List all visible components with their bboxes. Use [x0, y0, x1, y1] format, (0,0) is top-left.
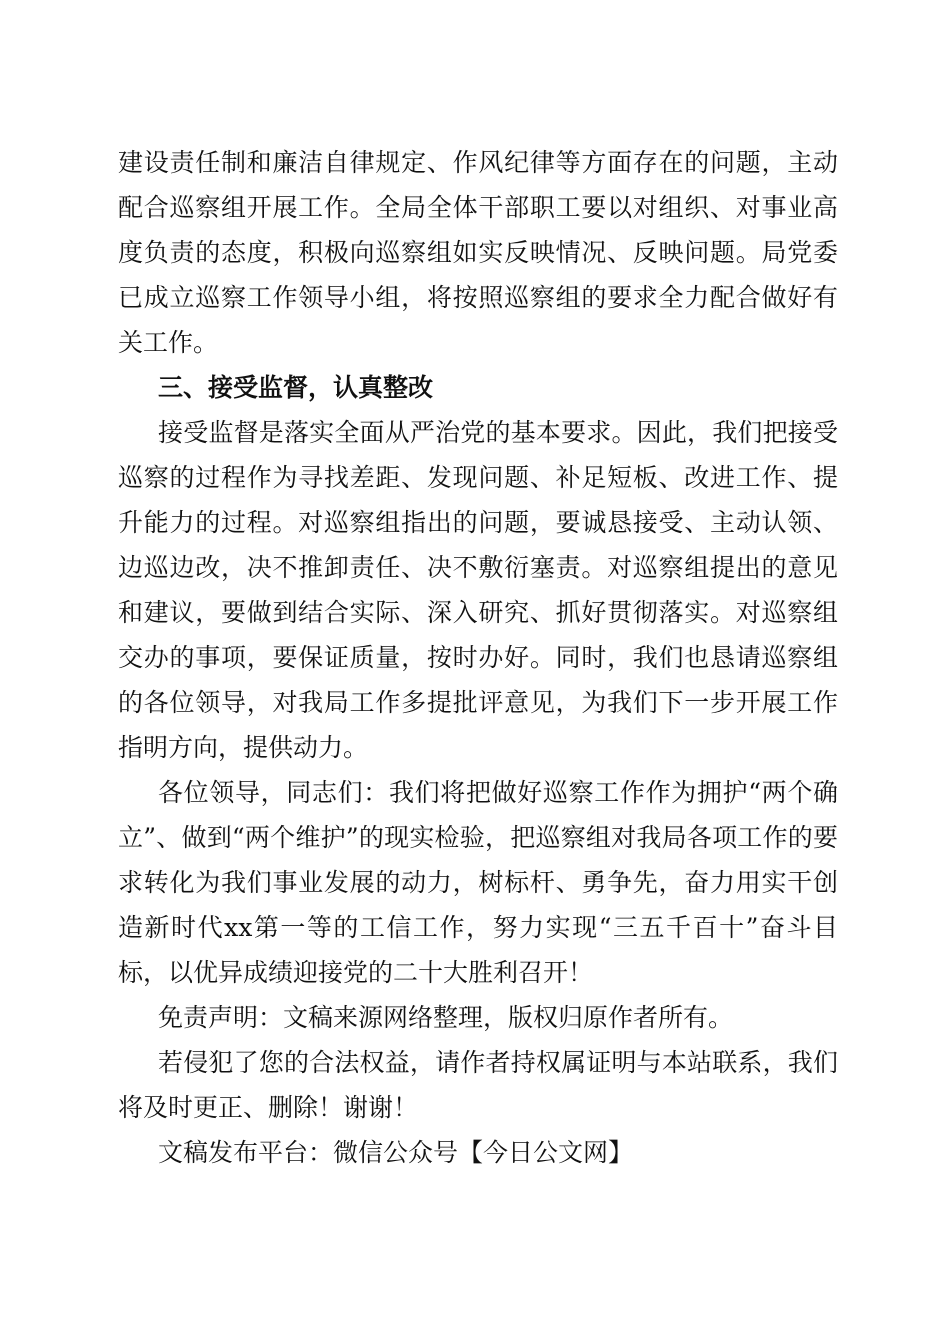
section-heading: 三、接受监督，认真整改: [158, 373, 434, 402]
paragraph-continuation: 建设责任制和廉洁自律规定、作风纪律等方面存在的问题，主动配合巡察组开展工作。全局全体干部职工要以对组织、对事业高度负责的态度，积极向巡察组如实反映情况、反映问题。局党委已成立巡察工作领导小组，将按照巡察组的要求全力配合做好有关工作。: [118, 148, 838, 357]
publish-platform: 文稿发布平台：微信公众号【今日公文网】: [158, 1138, 634, 1167]
paragraph-closing: 各位领导，同志们：我们将把做好巡察工作作为拥护“两个确立”、做到“两个维护”的现实检验，把巡察组对我局各项工作的要求转化为我们事业发展的动力，树标杆、勇争先，奋力用实干创造新时代xx第一等的工信工作，努力实现“三五千百十”奋斗目标，以优异成绩迎接党的二十大胜利召开！: [118, 778, 838, 987]
infringement-notice: 若侵犯了您的合法权益，请作者持权属证明与本站联系，我们将及时更正、删除！谢谢！: [118, 1048, 838, 1122]
document-body: [118, 140, 838, 1175]
paragraph-supervision: 接受监督是落实全面从严治党的基本要求。因此，我们把接受巡察的过程作为寻找差距、发现问题、补足短板、改进工作、提升能力的过程。对巡察组指出的问题，要诚恳接受、主动认领、边巡边改，决不推卸责任、决不敷衍塞责。对巡察组提出的意见和建议，要做到结合实际、深入研究、抓好贯彻落实。对巡察组交办的事项，要保证质量，按时办好。同时，我们也恳请巡察组的各位领导，对我局工作多提批评意见，为我们下一步开展工作指明方向，提供动力。: [118, 418, 838, 762]
disclaimer-line: 免责声明：文稿来源网络整理，版权归原作者所有。: [158, 1003, 734, 1032]
